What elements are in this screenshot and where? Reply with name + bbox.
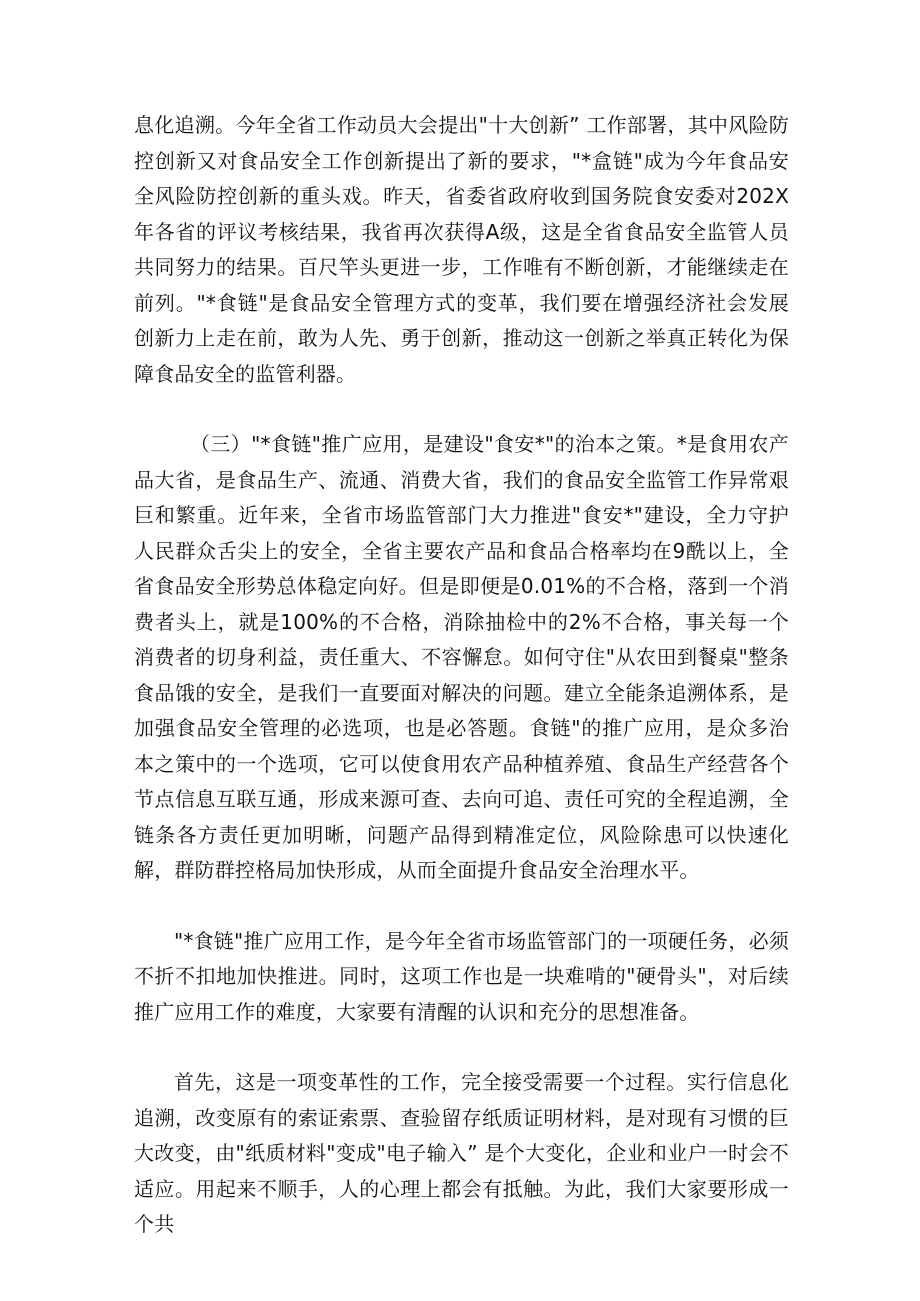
- paragraph-4: 首先，这是一项变革性的工作，完全接受需要一个过程。实行信息化追溯，改变原有的索证索票、查验留存纸质证明材料，是对现有习惯的巨大改变，由"纸质材料"变成"电子输入” 是个大变化，企业和业户一时会不适应。用起来不顺手，人的心理上都会有抵触。为此，我们大家要形成一个共: [134, 1070, 789, 1236]
- paragraph-3: "*食链"推广应用工作，是今年全省市场监管部门的一项硬任务，必须不折不扣地加快推进。同时，这项工作也是一块难啃的"硬骨头"，对后续推广应用工作的难度，大家要有清醒的认识和充分的思想准备。: [134, 928, 789, 1024]
- paragraph-2: （三）"*食链"推广应用，是建设"食安*"的治本之策。*是食用农产品大省，是食品生产、流通、消费大省，我们的食品安全监管工作异常艰巨和繁重。近年来，全省市场监管部门大力推进"食安*"建设，全力守护人民群众舌尖上的安全，全省主要农产品和食品合格率均在9酰以上，全省食品安全形势总体稳定向好。但是即便是0.01%的不合格，落到一个消费者头上，就是100%的不合格，消除抽检中的2%不合格，事关每一个消费者的切身利益，责任重大、不容懈怠。如何守住"从农田到餐桌"整条食品饿的安全，是我们一直要面对解决的问题。建立全能条追溯体系，是加强食品安全管理的必选项，也是必答题。食链"的推广应用，是众多治本之策中的一个选项，它可以使食用农产品种植养殖、食品生产经营各个节点信息互联互通，形成来源可查、去向可追、责任可究的全程追溯，全链条各方责任更加明晰，问题产品得到精准定位，风险除患可以快速化解，群防群控格局加快形成，从而全面提升食品安全治理水平。: [134, 432, 789, 882]
- document-body: [134, 108, 789, 1243]
- paragraph-1: 息化追溯。今年全省工作动员大会提出"十大创新” 工作部署，其中风险防控创新又对食品安全工作创新提出了新的要求，"*盒链"成为今年食品安全风险防控创新的重头戏。昨天，省委省政府收到国务院食安委对202X年各省的评议考核结果，我省再次获得A级，这是全省食品安全监管人员共同努力的结果。百尺竿头更进一步，工作唯有不断创新，才能继续走在前列。"*食链"是食品安全管理方式的变革，我们要在增强经济社会发展创新力上走在前，敢为人先、勇于创新，推动这一创新之举真正转化为保障食品安全的监管利器。: [134, 113, 789, 386]
